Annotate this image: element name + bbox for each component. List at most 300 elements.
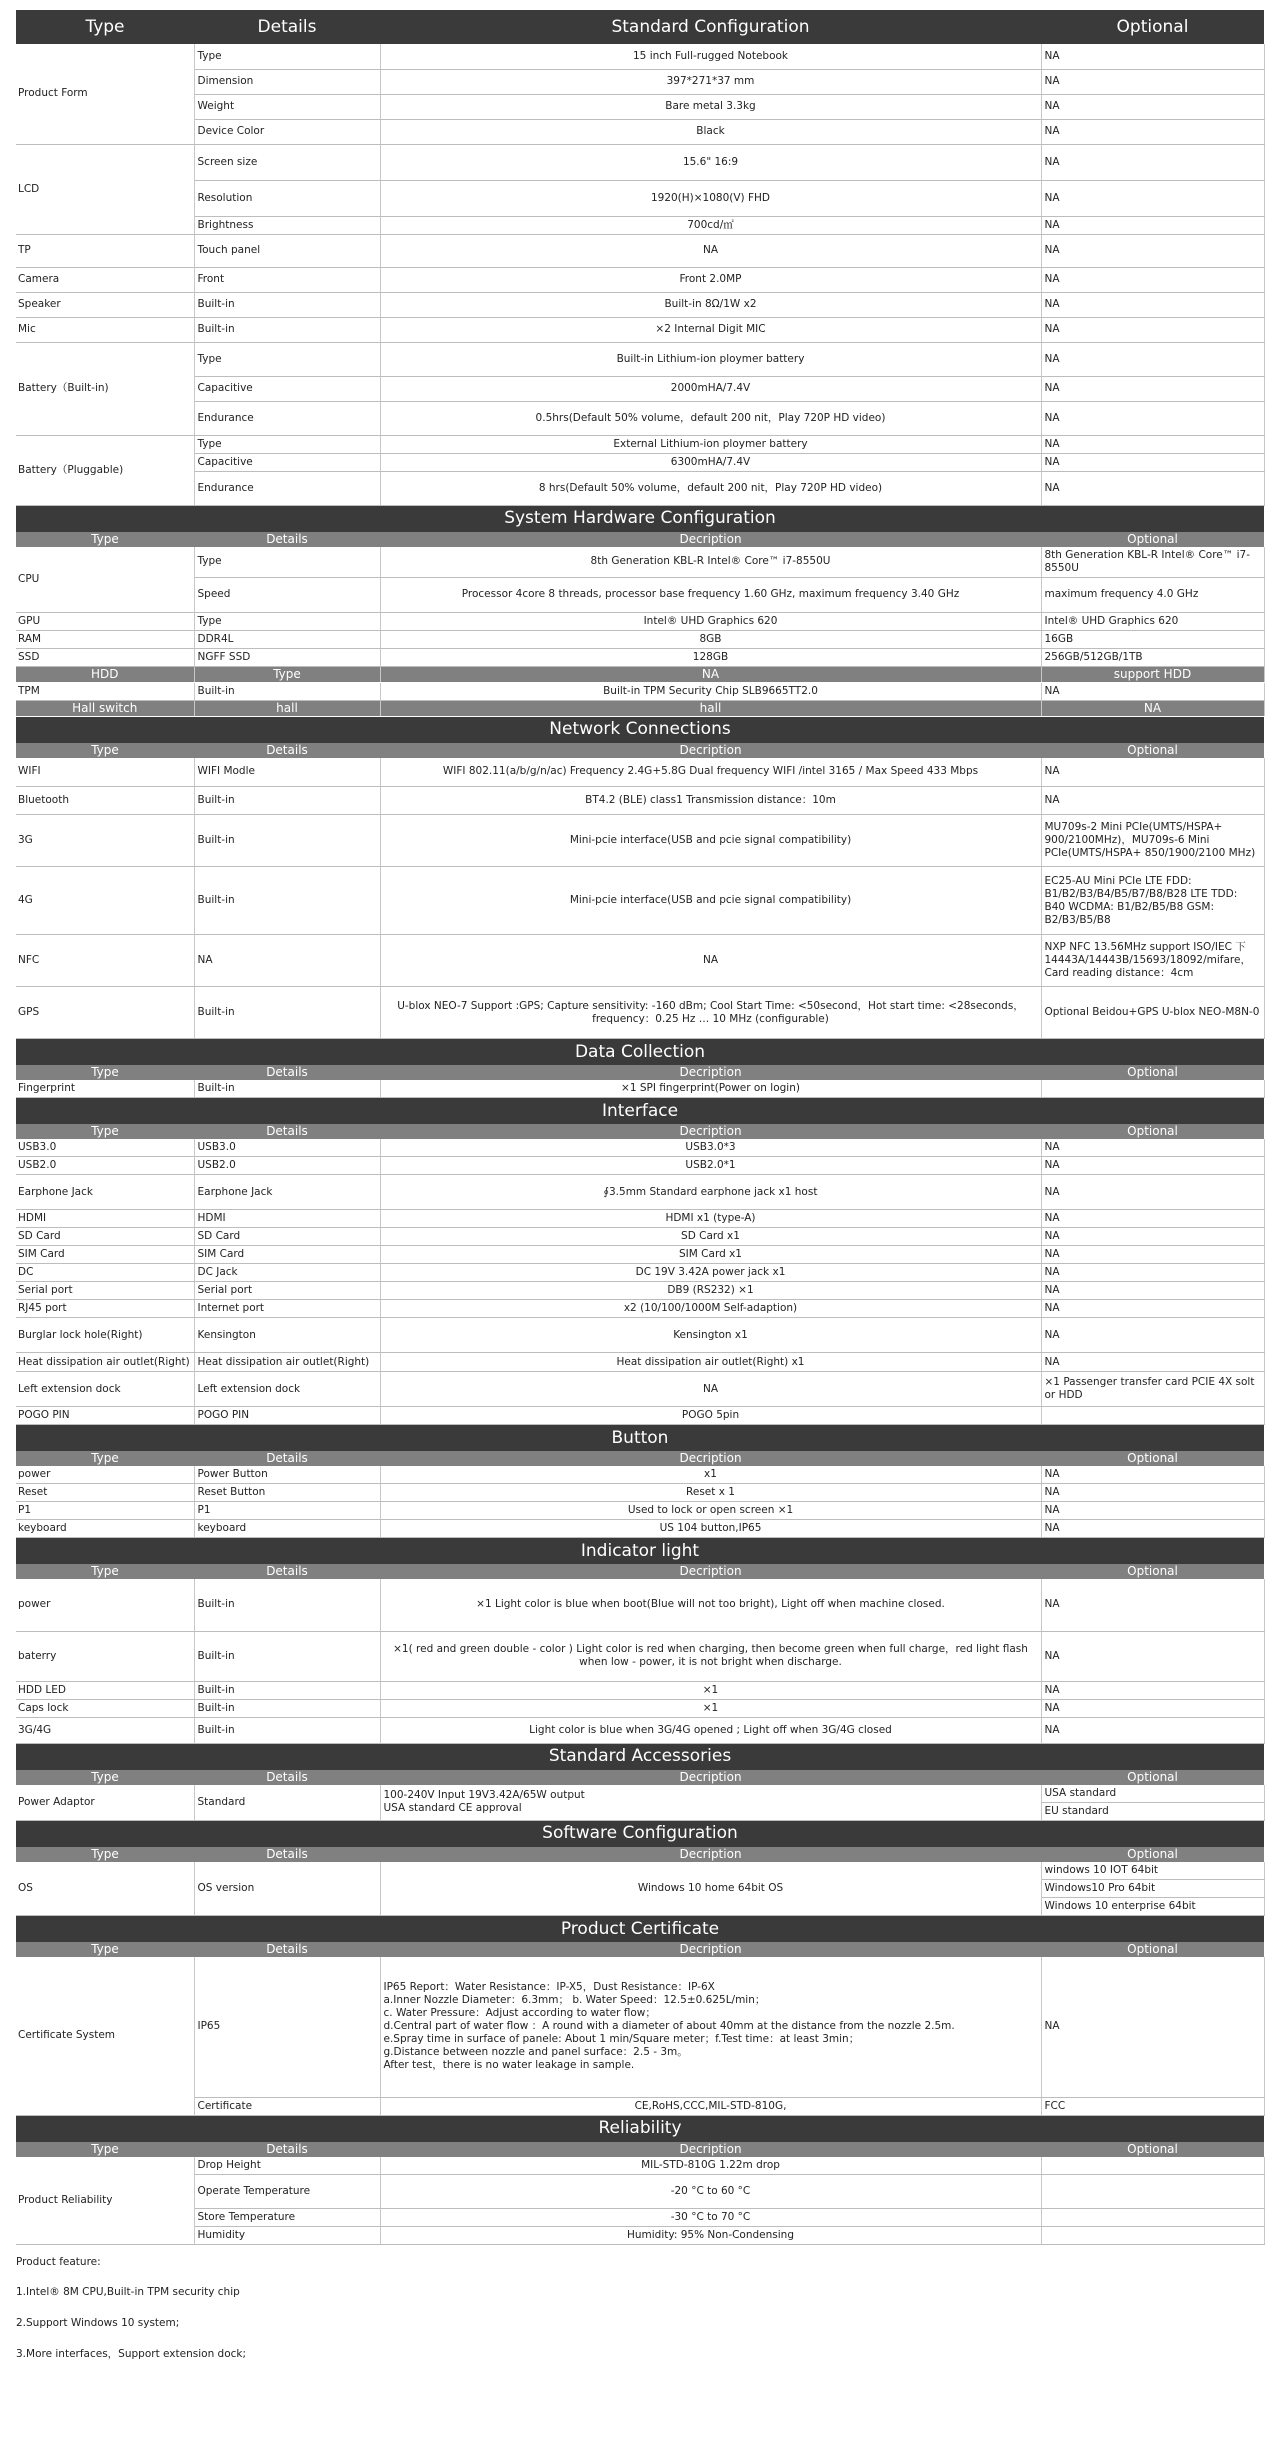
row-details: Front: [194, 267, 380, 292]
table-row: [16, 547, 1264, 578]
col-head-type: Type: [16, 1770, 194, 1785]
row-type: 4G: [16, 867, 194, 935]
section-header: [16, 1039, 1264, 1066]
row-optional: NA: [1041, 94, 1264, 119]
row-optional: NA: [1041, 1466, 1264, 1484]
row-details: Type: [194, 612, 380, 630]
row-type: WIFI: [16, 758, 194, 787]
row-type: Serial port: [16, 1282, 194, 1300]
table-row: [16, 94, 1264, 119]
row-standard: Mini-pcie interface(USB and pcie signal compatibility): [380, 867, 1041, 935]
col-head-desc: Decription: [380, 1770, 1041, 1785]
col-head-optional: Optional: [1041, 1564, 1264, 1579]
row-standard: Black: [380, 119, 1041, 144]
row-standard: SD Card x1: [380, 1228, 1041, 1246]
row-details: Device Color: [194, 119, 380, 144]
table-row: [16, 234, 1264, 267]
row-optional: [1041, 2208, 1264, 2226]
row-details: OS version: [194, 1862, 380, 1916]
row-details: Type: [194, 44, 380, 69]
col-head-details: Details: [194, 1847, 380, 1862]
row-optional: USA standard: [1041, 1785, 1264, 1803]
row-optional: NA: [1041, 1282, 1264, 1300]
row-optional: NA: [1041, 758, 1264, 787]
header-standard: Standard Configuration: [380, 10, 1041, 44]
table-row: [16, 1300, 1264, 1318]
row-optional: NA: [1041, 1520, 1264, 1538]
table-row: [16, 758, 1264, 787]
col-head-details: Details: [194, 532, 380, 547]
row-standard: Humidity: 95% Non-Condensing: [380, 2226, 1041, 2244]
row-optional: NA: [1041, 787, 1264, 815]
row-type: Bluetooth: [16, 787, 194, 815]
table-header: [16, 10, 1264, 44]
row-details: Certificate: [194, 2097, 380, 2115]
row-optional: NA: [1041, 453, 1264, 471]
row-standard: 128GB: [380, 648, 1041, 666]
row-standard: SIM Card x1: [380, 1246, 1041, 1264]
table-row: [16, 1175, 1264, 1210]
row-optional: NA: [1041, 1699, 1264, 1717]
col-head-type: Type: [16, 2142, 194, 2157]
row-optional: [1041, 1080, 1264, 1098]
row-details: Capacitive: [194, 376, 380, 401]
section-header: [16, 1820, 1264, 1847]
row-standard: HDMI x1 (type-A): [380, 1210, 1041, 1228]
row-details: DC Jack: [194, 1264, 380, 1282]
table-row: [16, 1282, 1264, 1300]
row-standard: 397*271*37 mm: [380, 69, 1041, 94]
row-type: GPS: [16, 987, 194, 1039]
col-head-type: Type: [16, 532, 194, 547]
table-row: [16, 1502, 1264, 1520]
row-type: Camera: [16, 267, 194, 292]
col-head-desc: Decription: [380, 532, 1041, 547]
row-optional: [1041, 2174, 1264, 2208]
row-optional: NA: [1041, 1681, 1264, 1699]
row-details: Built-in: [194, 292, 380, 317]
row-type: SIM Card: [16, 1246, 194, 1264]
table-row: [16, 1157, 1264, 1175]
table-row: [16, 2226, 1264, 2244]
row-type: HDD: [16, 666, 194, 682]
row-details: NGFF SSD: [194, 648, 380, 666]
header-details: Details: [194, 10, 380, 44]
row-standard: NA: [380, 1372, 1041, 1407]
header-type: Type: [16, 10, 194, 44]
col-head-desc: Decription: [380, 1451, 1041, 1466]
table-row: [16, 471, 1264, 505]
column-header: [16, 1124, 1264, 1139]
table-row: [16, 1862, 1264, 1880]
row-optional: NA: [1041, 1631, 1264, 1681]
row-optional: NA: [1041, 342, 1264, 376]
spec-sheet: [16, 10, 1264, 2378]
table-row: [16, 453, 1264, 471]
col-head-type: Type: [16, 1942, 194, 1957]
section-header: [16, 1538, 1264, 1565]
product-features: [16, 2255, 1264, 2361]
col-head-type: Type: [16, 1564, 194, 1579]
col-head-optional: Optional: [1041, 1065, 1264, 1080]
row-optional: MU709s-2 Mini PCIe(UMTS/HSPA+ 900/2100MHz)，MU709s-6 Mini PCIe(UMTS/HSPA+ 850/1900/2100 MHz): [1041, 815, 1264, 867]
table-row: [16, 1579, 1264, 1631]
col-head-details: Details: [194, 1124, 380, 1139]
table-row: [16, 1228, 1264, 1246]
col-head-details: Details: [194, 743, 380, 758]
row-optional: NA: [1041, 1246, 1264, 1264]
row-standard: Kensington x1: [380, 1318, 1041, 1353]
row-details: Humidity: [194, 2226, 380, 2244]
row-optional: NA: [1041, 1579, 1264, 1631]
row-optional: 256GB/512GB/1TB: [1041, 648, 1264, 666]
row-details: P1: [194, 1502, 380, 1520]
table-row: [16, 69, 1264, 94]
row-optional: NA: [1041, 1318, 1264, 1353]
row-standard: ×2 Internal Digit MIC: [380, 317, 1041, 342]
row-standard: POGO 5pin: [380, 1407, 1041, 1425]
row-type: USB3.0: [16, 1139, 194, 1157]
row-details: POGO PIN: [194, 1407, 380, 1425]
row-details: Type: [194, 547, 380, 578]
column-header: [16, 743, 1264, 758]
row-details: Reset Button: [194, 1484, 380, 1502]
row-optional: NA: [1041, 216, 1264, 234]
table-row: [16, 787, 1264, 815]
col-head-desc: Decription: [380, 1065, 1041, 1080]
column-header: [16, 1847, 1264, 1862]
row-standard: 15.6" 16:9: [380, 144, 1041, 180]
row-details: Heat dissipation air outlet(Right): [194, 1353, 380, 1372]
spec-table: [16, 10, 1265, 2245]
row-standard: 8GB: [380, 630, 1041, 648]
col-head-optional: Optional: [1041, 2142, 1264, 2157]
row-standard: 100-240V Input 19V3.42A/65W output USA standard CE approval: [380, 1785, 1041, 1821]
table-row: [16, 682, 1264, 700]
section-title: Indicator light: [16, 1538, 1264, 1565]
row-optional: EU standard: [1041, 1802, 1264, 1820]
col-head-details: Details: [194, 1564, 380, 1579]
row-optional: NA: [1041, 1353, 1264, 1372]
row-standard: x2 (10/100/1000M Self-adaption): [380, 1300, 1041, 1318]
features-title: Product feature:: [16, 2255, 101, 2268]
column-header: [16, 1065, 1264, 1080]
row-standard: Intel® UHD Graphics 620: [380, 612, 1041, 630]
row-standard: WIFI 802.11(a/b/g/n/ac) Frequency 2.4G+5.8G Dual frequency WIFI /intel 3165 / Max Speed 433 Mbps: [380, 758, 1041, 787]
col-head-type: Type: [16, 743, 194, 758]
row-optional: [1041, 1407, 1264, 1425]
row-standard: NA: [380, 666, 1041, 682]
section-header: [16, 1916, 1264, 1943]
row-type: TP: [16, 234, 194, 267]
row-type: baterry: [16, 1631, 194, 1681]
row-optional: EC25-AU Mini PCIe LTE FDD: B1/B2/B3/B4/B5/B7/B8/B28 LTE TDD: B40 WCDMA: B1/B2/B5/B8 GSM: B2/B3/B5/B8: [1041, 867, 1264, 935]
row-standard: Reset x 1: [380, 1484, 1041, 1502]
hall-row: [16, 700, 1264, 716]
row-standard: -20 °C to 60 °C: [380, 2174, 1041, 2208]
row-type: Earphone Jack: [16, 1175, 194, 1210]
row-type: OS: [16, 1862, 194, 1916]
row-optional: maximum frequency 4.0 GHz: [1041, 577, 1264, 612]
row-optional: NA: [1041, 292, 1264, 317]
row-standard: 8 hrs(Default 50% volume，default 200 nit，Play 720P HD video): [380, 471, 1041, 505]
table-row: [16, 815, 1264, 867]
row-type: NFC: [16, 935, 194, 987]
row-optional: NA: [1041, 1502, 1264, 1520]
table-row: [16, 1353, 1264, 1372]
row-type: 3G: [16, 815, 194, 867]
row-standard: Built-in TPM Security Chip SLB9665TT2.0: [380, 682, 1041, 700]
row-optional: NA: [1041, 317, 1264, 342]
row-standard: Built-in Lithium-ion ploymer battery: [380, 342, 1041, 376]
row-standard: -30 °C to 70 °C: [380, 2208, 1041, 2226]
row-optional: NA: [1041, 1484, 1264, 1502]
row-standard: x1: [380, 1466, 1041, 1484]
col-head-optional: Optional: [1041, 1124, 1264, 1139]
row-type: SD Card: [16, 1228, 194, 1246]
row-optional: NA: [1041, 1264, 1264, 1282]
table-row: [16, 180, 1264, 216]
col-head-details: Details: [194, 1065, 380, 1080]
row-standard: Bare metal 3.3kg: [380, 94, 1041, 119]
row-type: Product Reliability: [16, 2157, 194, 2245]
row-standard: Heat dissipation air outlet(Right) x1: [380, 1353, 1041, 1372]
row-standard: MIL-STD-810G 1.22m drop: [380, 2157, 1041, 2175]
row-optional: FCC: [1041, 2097, 1264, 2115]
row-standard: 0.5hrs(Default 50% volume，default 200 nit，Play 720P HD video): [380, 401, 1041, 435]
row-details: Built-in: [194, 787, 380, 815]
table-row: [16, 1210, 1264, 1228]
col-head-optional: Optional: [1041, 1942, 1264, 1957]
row-details: Built-in: [194, 1080, 380, 1098]
table-row: [16, 317, 1264, 342]
row-type: power: [16, 1466, 194, 1484]
section-title: Button: [16, 1425, 1264, 1452]
row-details: Resolution: [194, 180, 380, 216]
row-details: Built-in: [194, 867, 380, 935]
row-details: DDR4L: [194, 630, 380, 648]
col-head-desc: Decription: [380, 2142, 1041, 2157]
row-details: Serial port: [194, 1282, 380, 1300]
row-optional: NXP NFC 13.56MHz support ISO/IEC 下 14443A/14443B/15693/18092/mifare，Card reading distance：4cm: [1041, 935, 1264, 987]
row-optional: 16GB: [1041, 630, 1264, 648]
row-optional: NA: [1041, 267, 1264, 292]
table-row: [16, 612, 1264, 630]
row-details: Earphone Jack: [194, 1175, 380, 1210]
row-optional: NA: [1041, 1157, 1264, 1175]
table-row: [16, 2097, 1264, 2115]
column-header: [16, 1564, 1264, 1579]
row-type: Battery（Pluggable): [16, 435, 194, 505]
column-header: [16, 532, 1264, 547]
row-details: Dimension: [194, 69, 380, 94]
row-type: Hall switch: [16, 700, 194, 716]
feature-item: 1.Intel® 8M CPU,Built-in TPM security chip: [16, 2285, 240, 2298]
col-head-type: Type: [16, 1065, 194, 1080]
row-type: RAM: [16, 630, 194, 648]
row-type: POGO PIN: [16, 1407, 194, 1425]
row-type: TPM: [16, 682, 194, 700]
row-optional: [1041, 2226, 1264, 2244]
row-standard: U-blox NEO-7 Support :GPS; Capture sensitivity: -160 dBm; Cool Start Time: <50second，Hot start time: <28seconds，frequency：0.25 Hz … 10 MHz (configurable): [380, 987, 1041, 1039]
hdd-row: [16, 666, 1264, 682]
row-standard: ×1( red and green double - color ) Light color is red when charging, then become green when full charge，red light flash when low - power, it is not bright when discharge.: [380, 1631, 1041, 1681]
row-details: Left extension dock: [194, 1372, 380, 1407]
row-type: power: [16, 1579, 194, 1631]
row-optional: support HDD: [1041, 666, 1264, 682]
row-standard: CE,RoHS,CCC,MIL-STD-810G,: [380, 2097, 1041, 2115]
col-head-optional: Optional: [1041, 1847, 1264, 1862]
row-standard: BT4.2 (BLE) class1 Transmission distance：10m: [380, 787, 1041, 815]
row-details: Weight: [194, 94, 380, 119]
column-header: [16, 1770, 1264, 1785]
row-standard: Used to lock or open screen ×1: [380, 1502, 1041, 1520]
col-head-optional: Optional: [1041, 1451, 1264, 1466]
section-header: [16, 1425, 1264, 1452]
row-standard: Mini-pcie interface(USB and pcie signal compatibility): [380, 815, 1041, 867]
row-details: USB2.0: [194, 1157, 380, 1175]
section-header: [16, 2115, 1264, 2142]
row-optional: NA: [1041, 435, 1264, 453]
table-row: [16, 1372, 1264, 1407]
column-header: [16, 1942, 1264, 1957]
row-standard: Windows 10 home 64bit OS: [380, 1862, 1041, 1916]
table-row: [16, 144, 1264, 180]
row-standard: ∮3.5mm Standard earphone jack x1 host: [380, 1175, 1041, 1210]
row-standard: USB3.0*3: [380, 1139, 1041, 1157]
row-optional: Intel® UHD Graphics 620: [1041, 612, 1264, 630]
table-row: [16, 935, 1264, 987]
row-standard: IP65 Report：Water Resistance：IP-X5，Dust Resistance：IP-6X a.Inner Nozzle Diameter：6.3mm； b. Water Speed：12.5±0.625L/min； c. Water Pressure：Adjust according to water flow； d.Central part of water flow ：A round with a diameter of about 40mm at the distance from the nozzle 2.5m. e.Spray time in surface of panele: About 1 min/Square meter；f.Test time：at least 3min； g.Distance between nozzle and panel surface：2.5 - 3m。 After test，there is no water leakage in sample.: [380, 1957, 1041, 2097]
table-row: [16, 577, 1264, 612]
row-details: Type: [194, 666, 380, 682]
table-row: [16, 1681, 1264, 1699]
col-head-desc: Decription: [380, 1847, 1041, 1862]
row-details: Type: [194, 435, 380, 453]
section-header: [16, 716, 1264, 743]
row-optional: NA: [1041, 234, 1264, 267]
row-details: Kensington: [194, 1318, 380, 1353]
row-details: Endurance: [194, 401, 380, 435]
col-head-desc: Decription: [380, 743, 1041, 758]
row-standard: 15 inch Full-rugged Notebook: [380, 44, 1041, 69]
row-optional: 8th Generation KBL-R Intel® Core™ i7-8550U: [1041, 547, 1264, 578]
row-type: LCD: [16, 144, 194, 234]
section-title: Interface: [16, 1098, 1264, 1125]
row-optional: Windows10 Pro 64bit: [1041, 1880, 1264, 1898]
row-optional: NA: [1041, 1139, 1264, 1157]
row-standard: Built-in 8Ω/1W x2: [380, 292, 1041, 317]
table-row: [16, 1484, 1264, 1502]
section-title: Product Certificate: [16, 1916, 1264, 1943]
row-details: Screen size: [194, 144, 380, 180]
table-row: [16, 44, 1264, 69]
table-row: [16, 1957, 1264, 2097]
row-optional: NA: [1041, 180, 1264, 216]
row-type: HDMI: [16, 1210, 194, 1228]
row-details: Built-in: [194, 987, 380, 1039]
col-head-type: Type: [16, 1847, 194, 1862]
section-header: [16, 1098, 1264, 1125]
row-standard: 8th Generation KBL-R Intel® Core™ i7-8550U: [380, 547, 1041, 578]
row-standard: Front 2.0MP: [380, 267, 1041, 292]
section-title: Standard Accessories: [16, 1743, 1264, 1770]
row-details: Endurance: [194, 471, 380, 505]
row-standard: ×1: [380, 1681, 1041, 1699]
row-type: Battery（Built-in): [16, 342, 194, 435]
section-title: Reliability: [16, 2115, 1264, 2142]
row-type: P1: [16, 1502, 194, 1520]
table-row: [16, 1520, 1264, 1538]
row-optional: NA: [1041, 376, 1264, 401]
row-optional: NA: [1041, 471, 1264, 505]
table-row: [16, 1785, 1264, 1803]
row-details: Built-in: [194, 317, 380, 342]
row-type: DC: [16, 1264, 194, 1282]
section-title: Software Configuration: [16, 1820, 1264, 1847]
table-row: [16, 1407, 1264, 1425]
col-head-details: Details: [194, 1942, 380, 1957]
row-standard: DC 19V 3.42A power jack x1: [380, 1264, 1041, 1282]
row-standard: 1920(H)×1080(V) FHD: [380, 180, 1041, 216]
table-row: [16, 2157, 1264, 2175]
row-details: Power Button: [194, 1466, 380, 1484]
row-standard: ×1 SPI fingerprint(Power on login): [380, 1080, 1041, 1098]
row-type: SSD: [16, 648, 194, 666]
feature-item: 2.Support Windows 10 system;: [16, 2316, 180, 2329]
row-type: CPU: [16, 547, 194, 613]
row-optional: ×1 Passenger transfer card PCIE 4X solt or HDD: [1041, 1372, 1264, 1407]
row-standard: NA: [380, 935, 1041, 987]
column-header: [16, 1451, 1264, 1466]
row-standard: 2000mHA/7.4V: [380, 376, 1041, 401]
row-details: Operate Temperature: [194, 2174, 380, 2208]
row-details: hall: [194, 700, 380, 716]
row-type: Speaker: [16, 292, 194, 317]
row-optional: [1041, 2157, 1264, 2175]
table-row: [16, 1318, 1264, 1353]
row-type: Fingerprint: [16, 1080, 194, 1098]
row-optional: NA: [1041, 1210, 1264, 1228]
col-head-optional: Optional: [1041, 532, 1264, 547]
row-details: Standard: [194, 1785, 380, 1821]
table-row: [16, 1246, 1264, 1264]
row-standard: NA: [380, 234, 1041, 267]
col-head-desc: Decription: [380, 1564, 1041, 1579]
row-optional: NA: [1041, 1717, 1264, 1743]
row-details: keyboard: [194, 1520, 380, 1538]
table-row: [16, 376, 1264, 401]
row-type: 3G/4G: [16, 1717, 194, 1743]
table-row: [16, 987, 1264, 1039]
row-type: Caps lock: [16, 1699, 194, 1717]
table-row: [16, 119, 1264, 144]
table-row: [16, 267, 1264, 292]
row-type: HDD LED: [16, 1681, 194, 1699]
row-type: Left extension dock: [16, 1372, 194, 1407]
row-details: Store Temperature: [194, 2208, 380, 2226]
row-optional: NA: [1041, 1228, 1264, 1246]
row-details: USB3.0: [194, 1139, 380, 1157]
table-row: [16, 2174, 1264, 2208]
col-head-details: Details: [194, 1451, 380, 1466]
row-details: Built-in: [194, 1579, 380, 1631]
row-standard: ×1 Light color is blue when boot(Blue will not too bright), Light off when machine closed.: [380, 1579, 1041, 1631]
row-type: keyboard: [16, 1520, 194, 1538]
row-type: Certificate System: [16, 1957, 194, 2115]
row-optional: windows 10 IOT 64bit: [1041, 1862, 1264, 1880]
row-optional: NA: [1041, 401, 1264, 435]
